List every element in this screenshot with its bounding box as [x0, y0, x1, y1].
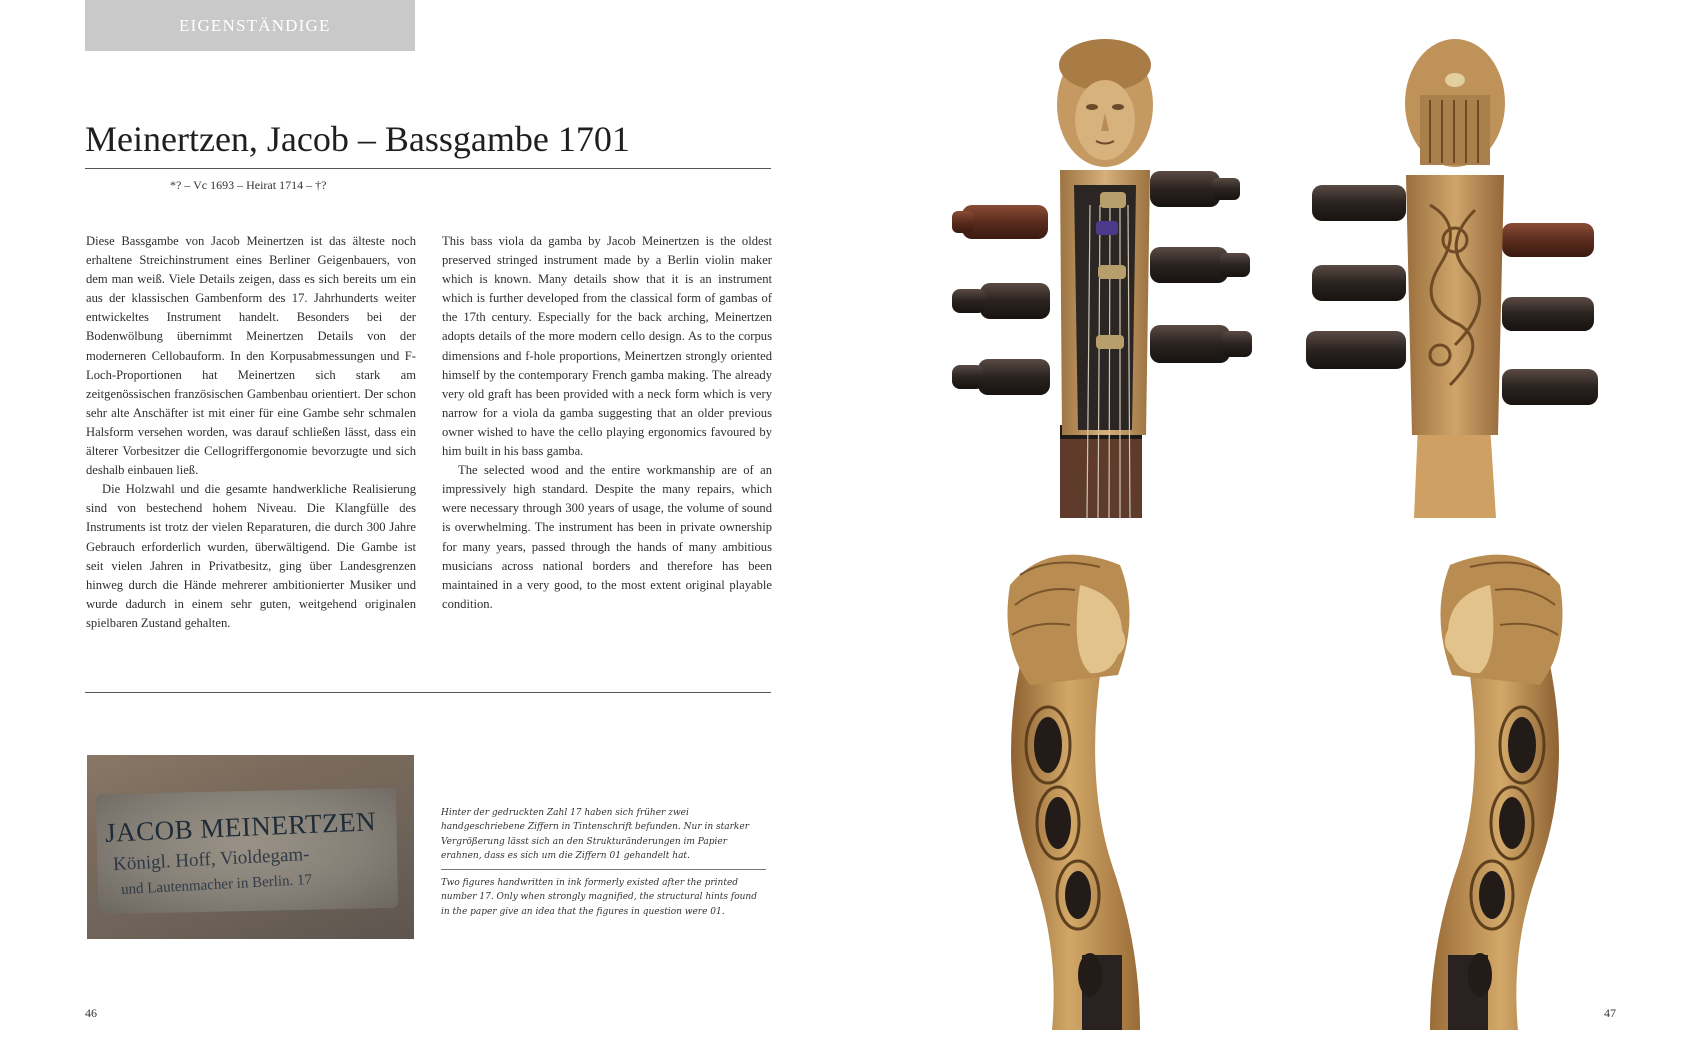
- instrument-label-photo: [87, 755, 414, 939]
- section-tab-label: EIGENSTÄNDIGE: [179, 15, 331, 35]
- label-line: Königl. Hoff, Violdegam-: [112, 843, 310, 876]
- scroll-back-photo: [1290, 25, 1620, 518]
- page-number-right: 47: [1604, 1006, 1616, 1020]
- paragraph: Diese Bassgambe von Jacob Meinertzen ist das älteste noch erhaltene Streichinstrument eines Berliner Geigenbauers, von dem man weiß. Viele Details zeigen, dass es sich bereits um ein aus der klassischen Gambenform des 17. Jahrhunderts weiter entwickeltes Instrument handelt. Besonders bei der Bodenwölbung übernimmt Meinertzen Details von der moderneren Cellobauform. In den Korpusabmessungen und F-Loch-Proportionen hat Meinertzen sich stark am zeitgenössischen französischen Gambenbau orientiert. Der schon sehr alte Anschäfter ist mit einer für eine Gambe sehr schmalen Halsform versehen worden, was darauf schließen lässt, dass ein älterer Vorbesitzer die Cellogriffergonomie bevorzugte und sich deshalb einbauen ließ.: [86, 234, 416, 478]
- caption-english: Two figures handwritten in ink formerly existed after the printed number 17. Only when strongly magnified, the structural hints found in the paper give an idea that the figures in question were 01.: [441, 878, 757, 917]
- section-rule: [85, 692, 771, 693]
- paragraph: Die Holzwahl und die gesamte handwerkliche Realisierung sind von bestechend hohem Niveau. Die Klangfülle des Instruments ist trotz der vielen Reparaturen, die durch 300 Jahre Gebrauch erforderlich wurden, überwältigend. Die Gambe ist seit vielen Jahren in Privatbesitz, ging über Landesgrenzen hinweg durch die Hände mehrerer ambitionierter Musiker und wurde dadurch in einem sehr guten, weitgehend originalen spielbaren Zustand gehalten.: [86, 482, 416, 630]
- title-rule: [85, 168, 771, 169]
- section-tab: [85, 0, 415, 51]
- scroll-front-photo: [950, 25, 1260, 518]
- caption-rule: [441, 869, 766, 870]
- paragraph: This bass viola da gamba by Jacob Meinertzen is the oldest preserved stringed instrument made by a Berlin violin maker which is known. Many details show that it is an instrument which is further developed from the classical form of gambas of the 17th century. Especially for the back arching, Meinertzen adopts details of the more modern cello design. As to the corpus dimensions and f-hole proportions, Meinertzen strongly oriented himself by the contemporary French gamba making. The already very old graft has been provided with a neck form which is very narrow for a viola da gamba suggesting that an older previous owner wished to have the cello playing ergonomics favoured by him built in his bass gamba.: [442, 234, 772, 459]
- label-line: JACOB MEINERTZEN: [104, 806, 377, 848]
- label-line: und Lautenmacher in Berlin. 17: [120, 872, 313, 898]
- paragraph: The selected wood and the entire workmanship are of an impressively high standard. Despite the many repairs, which were necessary through 300 years of usage, the volume of sound is overwhelming. The instrument has been in private ownership for many years, passed through the hands of many ambitious musicians across national borders and therefore has been maintained in a very good, to the most extent original playable condition.: [442, 463, 772, 611]
- page-title: Meinertzen, Jacob – Bassgambe 1701: [85, 119, 630, 159]
- body-text-german: [86, 232, 416, 633]
- page-number-left: 46: [85, 1006, 97, 1020]
- body-text-english: [442, 232, 772, 614]
- caption-german: Hinter der gedruckten Zahl 17 haben sich früher zwei handgeschriebene Ziffern in Tintenschrift befunden. Nur in starker Vergrößerung lässt sich an den Strukturänderungen im Papier erahnen, dass es sich um die Ziffern 01 gehandelt hat.: [441, 808, 750, 861]
- scroll-side-right-photo: [990, 545, 1180, 1030]
- left-page: [0, 0, 849, 1049]
- scroll-side-left-photo: [1390, 545, 1580, 1030]
- life-dates: *? – Vc 1693 – Heirat 1714 – †?: [170, 178, 327, 192]
